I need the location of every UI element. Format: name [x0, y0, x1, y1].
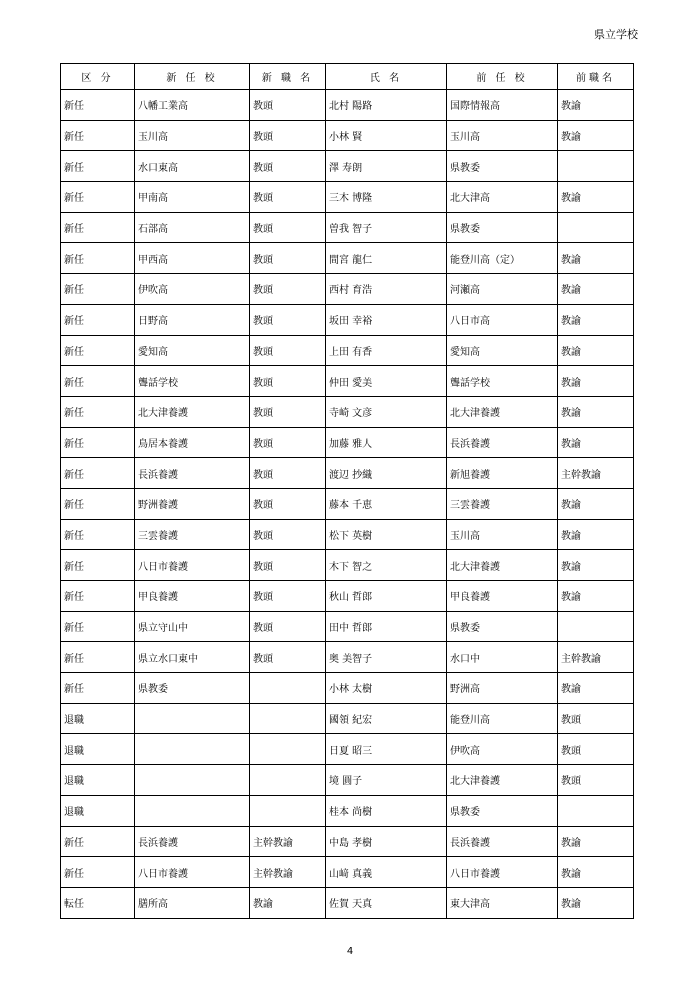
- new-school-cell: 石部高: [135, 212, 250, 243]
- previous-school-cell: 県教委: [447, 795, 558, 826]
- new-position-cell: 主幹教諭: [250, 857, 326, 888]
- name-cell: 三木 博隆: [326, 182, 447, 213]
- name-cell: 曽我 智子: [326, 212, 447, 243]
- name-cell: 仲田 愛美: [326, 366, 447, 397]
- previous-position-cell: 教諭: [558, 396, 634, 427]
- previous-school-cell: 玉川高: [447, 120, 558, 151]
- previous-position-cell: 教諭: [558, 274, 634, 305]
- previous-school-cell: 長浜養護: [447, 427, 558, 458]
- previous-position-cell: 教諭: [558, 857, 634, 888]
- category-cell: 退職: [61, 734, 135, 765]
- new-position-cell: 教頭: [250, 274, 326, 305]
- new-position-cell: 主幹教諭: [250, 826, 326, 857]
- category-cell: 新任: [61, 304, 135, 335]
- name-cell: 田中 哲郎: [326, 611, 447, 642]
- previous-position-cell: 教頭: [558, 703, 634, 734]
- previous-position-cell: [558, 611, 634, 642]
- category-cell: 新任: [61, 274, 135, 305]
- table-row: [61, 795, 634, 826]
- new-position-cell: 教頭: [250, 120, 326, 151]
- new-school-cell: 県立守山中: [135, 611, 250, 642]
- new-position-cell: 教頭: [250, 642, 326, 673]
- previous-position-cell: 教諭: [558, 335, 634, 366]
- new-position-cell: 教頭: [250, 427, 326, 458]
- category-cell: 新任: [61, 151, 135, 182]
- category-cell: 新任: [61, 826, 135, 857]
- name-cell: 秋山 哲郎: [326, 581, 447, 612]
- category-cell: 新任: [61, 611, 135, 642]
- column-header: 前 任 校: [447, 64, 558, 90]
- previous-school-cell: 愛知高: [447, 335, 558, 366]
- table-row: [61, 673, 634, 704]
- name-cell: 上田 有香: [326, 335, 447, 366]
- previous-position-cell: 教諭: [558, 366, 634, 397]
- new-position-cell: 教頭: [250, 581, 326, 612]
- name-cell: 藤本 千恵: [326, 488, 447, 519]
- previous-school-cell: 長浜養護: [447, 826, 558, 857]
- category-cell: 新任: [61, 120, 135, 151]
- name-cell: 山﨑 真義: [326, 857, 447, 888]
- name-cell: 松下 英樹: [326, 519, 447, 550]
- name-cell: 間宮 龍仁: [326, 243, 447, 274]
- column-header: 前職名: [558, 64, 634, 90]
- table-row: [61, 458, 634, 489]
- new-position-cell: 教頭: [250, 335, 326, 366]
- previous-school-cell: 北大津養護: [447, 396, 558, 427]
- name-cell: 渡辺 抄織: [326, 458, 447, 489]
- category-cell: 新任: [61, 550, 135, 581]
- new-position-cell: [250, 795, 326, 826]
- new-school-cell: 長浜養護: [135, 826, 250, 857]
- personnel-table: [60, 63, 634, 919]
- previous-school-cell: 聾話学校: [447, 366, 558, 397]
- previous-position-cell: 主幹教諭: [558, 458, 634, 489]
- table-row: [61, 488, 634, 519]
- new-school-cell: 鳥居本養護: [135, 427, 250, 458]
- name-cell: 北村 陽路: [326, 90, 447, 121]
- category-cell: 新任: [61, 642, 135, 673]
- previous-position-cell: 教諭: [558, 304, 634, 335]
- name-cell: 日夏 昭三: [326, 734, 447, 765]
- previous-position-cell: 教諭: [558, 243, 634, 274]
- previous-school-cell: 北大津養護: [447, 765, 558, 796]
- new-school-cell: 県教委: [135, 673, 250, 704]
- previous-school-cell: 県教委: [447, 151, 558, 182]
- new-position-cell: [250, 765, 326, 796]
- header-row: [61, 64, 634, 90]
- name-cell: 小林 太樹: [326, 673, 447, 704]
- category-cell: 退職: [61, 765, 135, 796]
- category-cell: 新任: [61, 857, 135, 888]
- table-row: [61, 550, 634, 581]
- previous-position-cell: 教諭: [558, 887, 634, 918]
- table-row: [61, 734, 634, 765]
- new-school-cell: 日野高: [135, 304, 250, 335]
- new-school-cell: 甲南高: [135, 182, 250, 213]
- previous-school-cell: 河瀬高: [447, 274, 558, 305]
- new-school-cell: 水口東高: [135, 151, 250, 182]
- name-cell: 中島 孝樹: [326, 826, 447, 857]
- column-header: 新 職 名: [250, 64, 326, 90]
- new-school-cell: 北大津養護: [135, 396, 250, 427]
- page-number: 4: [346, 946, 354, 957]
- previous-position-cell: 主幹教諭: [558, 642, 634, 673]
- new-position-cell: 教頭: [250, 212, 326, 243]
- name-cell: 桂本 尚樹: [326, 795, 447, 826]
- table-row: [61, 611, 634, 642]
- new-position-cell: 教頭: [250, 519, 326, 550]
- previous-school-cell: 玉川高: [447, 519, 558, 550]
- previous-school-cell: 能登川高（定）: [447, 243, 558, 274]
- name-cell: 奥 美智子: [326, 642, 447, 673]
- table-row: [61, 304, 634, 335]
- table-row: [61, 703, 634, 734]
- new-school-cell: 八日市養護: [135, 857, 250, 888]
- new-school-cell: [135, 734, 250, 765]
- new-school-cell: 愛知高: [135, 335, 250, 366]
- previous-position-cell: 教諭: [558, 427, 634, 458]
- category-cell: 新任: [61, 366, 135, 397]
- table-row: [61, 642, 634, 673]
- table-row: [61, 427, 634, 458]
- new-school-cell: 伊吹高: [135, 274, 250, 305]
- new-position-cell: 教頭: [250, 182, 326, 213]
- previous-school-cell: 八日市高: [447, 304, 558, 335]
- previous-position-cell: 教頭: [558, 734, 634, 765]
- new-school-cell: [135, 703, 250, 734]
- previous-position-cell: 教諭: [558, 519, 634, 550]
- name-cell: 加藤 雅人: [326, 427, 447, 458]
- previous-school-cell: 野洲高: [447, 673, 558, 704]
- table-row: [61, 90, 634, 121]
- previous-school-cell: 八日市養護: [447, 857, 558, 888]
- category-cell: 新任: [61, 488, 135, 519]
- category-cell: 新任: [61, 673, 135, 704]
- previous-position-cell: 教諭: [558, 581, 634, 612]
- table-row: [61, 151, 634, 182]
- new-school-cell: 膳所高: [135, 887, 250, 918]
- new-school-cell: 八日市養護: [135, 550, 250, 581]
- new-position-cell: 教頭: [250, 488, 326, 519]
- name-cell: 小林 賢: [326, 120, 447, 151]
- new-position-cell: 教頭: [250, 611, 326, 642]
- previous-school-cell: 甲良養護: [447, 581, 558, 612]
- previous-position-cell: [558, 795, 634, 826]
- previous-position-cell: 教諭: [558, 120, 634, 151]
- previous-school-cell: 県教委: [447, 212, 558, 243]
- new-position-cell: 教頭: [250, 90, 326, 121]
- previous-school-cell: 水口中: [447, 642, 558, 673]
- new-school-cell: 県立水口東中: [135, 642, 250, 673]
- column-header: 新 任 校: [135, 64, 250, 90]
- new-school-cell: 玉川高: [135, 120, 250, 151]
- header-label: 県立学校: [594, 28, 638, 41]
- table-row: [61, 887, 634, 918]
- previous-position-cell: 教諭: [558, 673, 634, 704]
- category-cell: 新任: [61, 335, 135, 366]
- previous-school-cell: 伊吹高: [447, 734, 558, 765]
- new-position-cell: [250, 703, 326, 734]
- new-school-cell: 長浜養護: [135, 458, 250, 489]
- table-row: [61, 335, 634, 366]
- new-school-cell: 甲西高: [135, 243, 250, 274]
- category-cell: 新任: [61, 243, 135, 274]
- new-position-cell: [250, 734, 326, 765]
- name-cell: 佐賀 天真: [326, 887, 447, 918]
- previous-position-cell: [558, 212, 634, 243]
- table-row: [61, 826, 634, 857]
- previous-position-cell: 教諭: [558, 488, 634, 519]
- table-row: [61, 765, 634, 796]
- new-position-cell: 教頭: [250, 366, 326, 397]
- new-school-cell: [135, 765, 250, 796]
- table-row: [61, 243, 634, 274]
- new-school-cell: 甲良養護: [135, 581, 250, 612]
- new-position-cell: 教頭: [250, 243, 326, 274]
- previous-position-cell: [558, 151, 634, 182]
- previous-position-cell: 教諭: [558, 550, 634, 581]
- table-row: [61, 519, 634, 550]
- category-cell: 新任: [61, 212, 135, 243]
- column-header: 区 分: [61, 64, 135, 90]
- name-cell: 寺崎 文彦: [326, 396, 447, 427]
- previous-school-cell: 新旭養護: [447, 458, 558, 489]
- new-school-cell: 八幡工業高: [135, 90, 250, 121]
- name-cell: 境 圓子: [326, 765, 447, 796]
- name-cell: 澤 寿朗: [326, 151, 447, 182]
- new-position-cell: 教頭: [250, 151, 326, 182]
- category-cell: 新任: [61, 458, 135, 489]
- new-position-cell: 教頭: [250, 550, 326, 581]
- table-row: [61, 396, 634, 427]
- new-position-cell: 教頭: [250, 304, 326, 335]
- category-cell: 新任: [61, 182, 135, 213]
- category-cell: 転任: [61, 887, 135, 918]
- previous-school-cell: 東大津高: [447, 887, 558, 918]
- previous-school-cell: 能登川高: [447, 703, 558, 734]
- previous-school-cell: 県教委: [447, 611, 558, 642]
- previous-position-cell: 教諭: [558, 90, 634, 121]
- name-cell: 國領 紀宏: [326, 703, 447, 734]
- new-position-cell: 教頭: [250, 458, 326, 489]
- category-cell: 新任: [61, 396, 135, 427]
- new-school-cell: 野洲養護: [135, 488, 250, 519]
- name-cell: 西村 育浩: [326, 274, 447, 305]
- table-row: [61, 581, 634, 612]
- previous-school-cell: 北大津養護: [447, 550, 558, 581]
- name-cell: 木下 智之: [326, 550, 447, 581]
- new-school-cell: 聾話学校: [135, 366, 250, 397]
- category-cell: 新任: [61, 427, 135, 458]
- new-school-cell: 三雲養護: [135, 519, 250, 550]
- new-position-cell: [250, 673, 326, 704]
- category-cell: 新任: [61, 581, 135, 612]
- new-position-cell: 教頭: [250, 396, 326, 427]
- category-cell: 新任: [61, 519, 135, 550]
- table-row: [61, 274, 634, 305]
- previous-position-cell: 教諭: [558, 826, 634, 857]
- table-row: [61, 182, 634, 213]
- table-row: [61, 212, 634, 243]
- category-cell: 新任: [61, 90, 135, 121]
- table-row: [61, 857, 634, 888]
- previous-school-cell: 三雲養護: [447, 488, 558, 519]
- previous-school-cell: 国際情報高: [447, 90, 558, 121]
- name-cell: 坂田 幸裕: [326, 304, 447, 335]
- table-row: [61, 120, 634, 151]
- previous-school-cell: 北大津高: [447, 182, 558, 213]
- previous-position-cell: 教頭: [558, 765, 634, 796]
- table-row: [61, 366, 634, 397]
- category-cell: 退職: [61, 703, 135, 734]
- previous-position-cell: 教諭: [558, 182, 634, 213]
- new-position-cell: 教諭: [250, 887, 326, 918]
- category-cell: 退職: [61, 795, 135, 826]
- column-header: 氏 名: [326, 64, 447, 90]
- new-school-cell: [135, 795, 250, 826]
